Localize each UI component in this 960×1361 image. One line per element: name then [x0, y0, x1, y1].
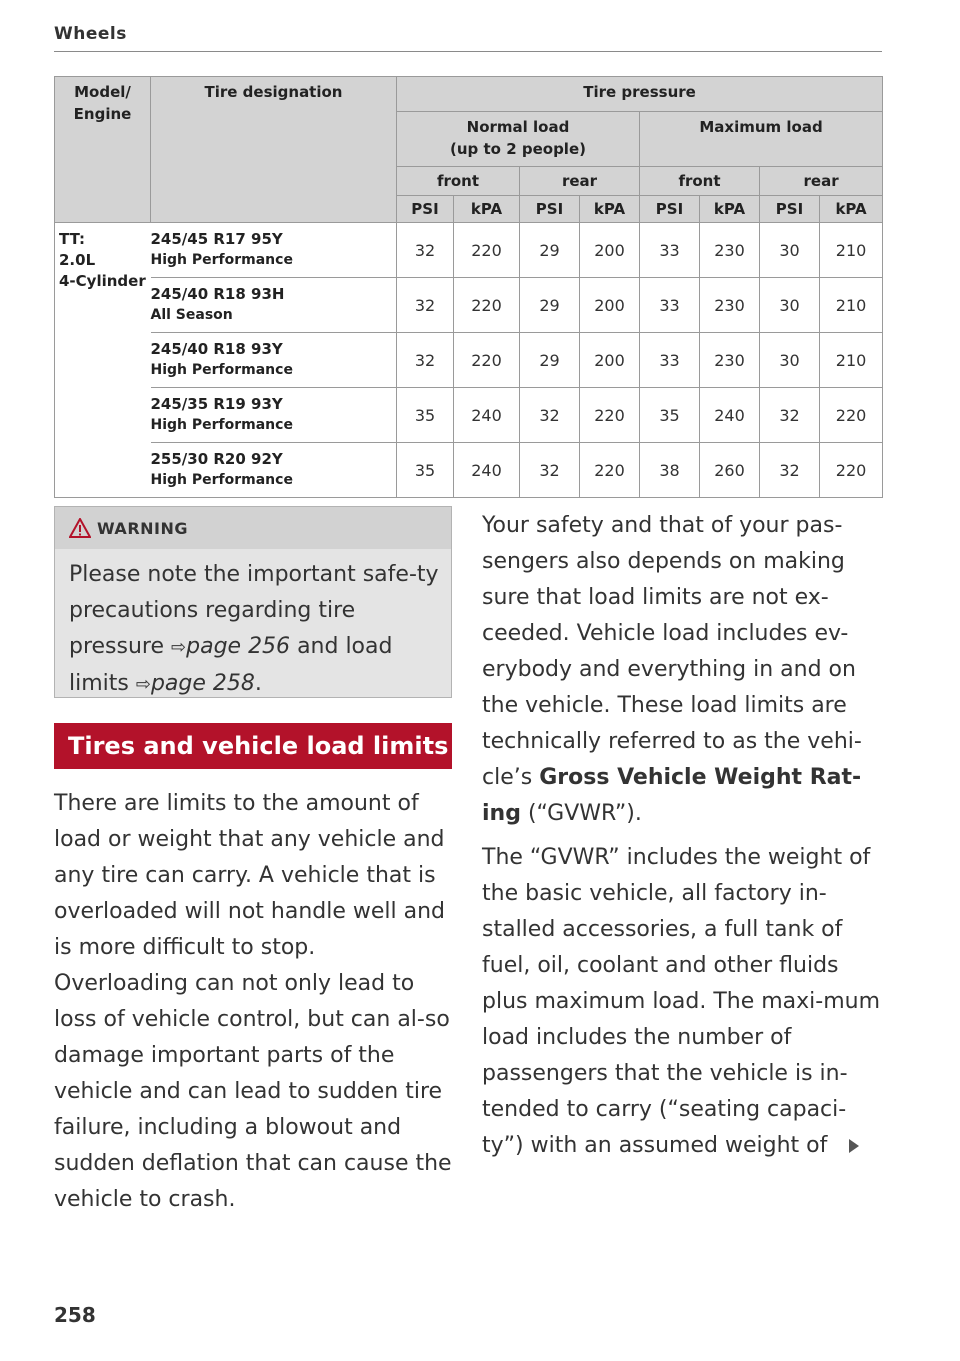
para2-text: The “GVWR” includes the weight of the basic vehicle, all factory in-stalled accessories, a full tank of fuel, oil, coolant and other fluids plus maximum load. The maxi-mum load includes the number of passengers that the vehicle is in-tended to carry (“seating capaci-ty”) with an assumed weight of [482, 845, 881, 1158]
normal-load-note: (up to 2 people) [450, 140, 586, 158]
page-ref-arrow-icon: ⇨ [135, 674, 151, 695]
table-row [55, 443, 883, 498]
table-row [55, 278, 883, 333]
value-cell: 240 [454, 443, 520, 498]
page-number: 258 [54, 1303, 96, 1327]
header-normal-load [397, 112, 640, 167]
warning-triangle-icon [69, 518, 91, 538]
unit-psi: PSI [520, 196, 580, 223]
table-row [55, 388, 883, 443]
tire-size: 245/45 R17 95Y [150, 230, 283, 248]
body-paragraph [482, 508, 882, 832]
value-cell: 200 [580, 278, 640, 333]
normal-load-label: Normal load [466, 118, 570, 136]
value-cell: 32 [397, 333, 454, 388]
para1-end: (“GVWR”). [527, 801, 642, 826]
value-cell: 30 [760, 278, 820, 333]
warning-text-end: . [254, 671, 262, 696]
value-cell: 240 [454, 388, 520, 443]
value-cell: 200 [580, 333, 640, 388]
body-paragraph: There are limits to the amount of load or weight that any vehicle and any tire can carry. A vehicle that is overloaded will not handle well and is more difficult to stop. Overloading can not only lead to loss of vehicle control, but can al-so damage important parts of the vehicle and can lead to sudden tire failure, including a blowout and sudden deflation that can cause the vehicle to crash. [54, 791, 452, 1212]
model-engine-cell [55, 223, 151, 498]
warning-box [54, 506, 452, 698]
header-tire-designation: Tire designation [151, 77, 397, 223]
unit-psi: PSI [640, 196, 700, 223]
value-cell: 32 [760, 443, 820, 498]
table-row [55, 333, 883, 388]
tire-designation-cell [151, 443, 397, 498]
header-max-rear: rear [760, 167, 883, 196]
gvwr-term: Gross Vehicle Weight Rat-ing [482, 765, 862, 826]
value-cell: 210 [820, 278, 883, 333]
value-cell: 220 [454, 278, 520, 333]
page-reference-258[interactable]: page 258 [150, 671, 255, 696]
tire-type: High Performance [150, 362, 293, 378]
tire-designation-cell [151, 223, 397, 278]
header-rule [54, 51, 882, 52]
value-cell: 33 [640, 223, 700, 278]
value-cell: 32 [520, 443, 580, 498]
value-cell: 220 [820, 388, 883, 443]
tire-size: 255/30 R20 92Y [150, 450, 283, 468]
header-normal-front: front [397, 167, 520, 196]
continue-arrow-icon [849, 1139, 859, 1153]
tire-size: 245/40 R18 93Y [150, 340, 283, 358]
value-cell: 30 [760, 333, 820, 388]
table-row [55, 223, 883, 278]
body-paragraph [482, 840, 882, 1164]
value-cell: 220 [820, 443, 883, 498]
unit-kpa: kPA [700, 196, 760, 223]
tire-type: High Performance [150, 472, 293, 488]
tire-type: High Performance [150, 252, 293, 268]
engine-size: 2.0L [59, 251, 96, 269]
tire-designation-cell [151, 388, 397, 443]
warning-header [55, 507, 451, 549]
tire-designation-cell [151, 333, 397, 388]
engine-cylinders: 4-Cylinder [59, 272, 146, 290]
header-normal-rear: rear [520, 167, 640, 196]
value-cell: 220 [454, 223, 520, 278]
value-cell: 210 [820, 223, 883, 278]
value-cell: 29 [520, 223, 580, 278]
header-maximum-load: Maximum load [640, 112, 883, 167]
value-cell: 35 [640, 388, 700, 443]
tire-size: 245/40 R18 93H [150, 285, 285, 303]
value-cell: 32 [397, 278, 454, 333]
model-name: TT: [59, 230, 85, 248]
unit-kpa: kPA [820, 196, 883, 223]
value-cell: 200 [580, 223, 640, 278]
warning-text [69, 557, 444, 703]
value-cell: 32 [520, 388, 580, 443]
value-cell: 260 [700, 443, 760, 498]
header-max-front: front [640, 167, 760, 196]
value-cell: 35 [397, 388, 454, 443]
value-cell: 210 [820, 333, 883, 388]
warning-text-a: Please note the important safe-ty precautions regarding tire pressure [69, 562, 439, 659]
header-tire-pressure: Tire pressure [397, 77, 883, 112]
value-cell: 230 [700, 223, 760, 278]
value-cell: 240 [700, 388, 760, 443]
unit-psi: PSI [397, 196, 454, 223]
unit-psi: PSI [760, 196, 820, 223]
value-cell: 230 [700, 333, 760, 388]
tire-size: 245/35 R19 93Y [150, 395, 283, 413]
header-model-engine: Model/ Engine [55, 77, 151, 223]
tire-pressure-table [54, 76, 883, 498]
value-cell: 230 [700, 278, 760, 333]
unit-kpa: kPA [580, 196, 640, 223]
value-cell: 29 [520, 278, 580, 333]
running-header: Wheels [54, 24, 127, 44]
warning-label: WARNING [97, 519, 188, 538]
para1-text: Your safety and that of your pas-sengers also depends on making sure that load limits are not ex-ceeded. Vehicle load includes ev-erybody and everything in and on the vehicle. These load limits are technically referred to as the vehi-cle’s [482, 513, 862, 790]
value-cell: 220 [580, 443, 640, 498]
page-reference-256[interactable]: page 256 [186, 634, 291, 659]
left-column [54, 786, 454, 1218]
value-cell: 35 [397, 443, 454, 498]
value-cell: 30 [760, 223, 820, 278]
tire-type: All Season [150, 307, 233, 323]
value-cell: 220 [454, 333, 520, 388]
page-ref-arrow-icon: ⇨ [171, 637, 187, 658]
unit-kpa: kPA [454, 196, 520, 223]
value-cell: 38 [640, 443, 700, 498]
section-heading: Tires and vehicle load limits [54, 723, 452, 769]
value-cell: 29 [520, 333, 580, 388]
value-cell: 220 [580, 388, 640, 443]
value-cell: 33 [640, 278, 700, 333]
value-cell: 33 [640, 333, 700, 388]
right-column [482, 508, 882, 1164]
tire-designation-cell [151, 278, 397, 333]
warning-text-b: and load limits [69, 634, 393, 696]
value-cell: 32 [760, 388, 820, 443]
tire-type: High Performance [150, 417, 293, 433]
value-cell: 32 [397, 223, 454, 278]
